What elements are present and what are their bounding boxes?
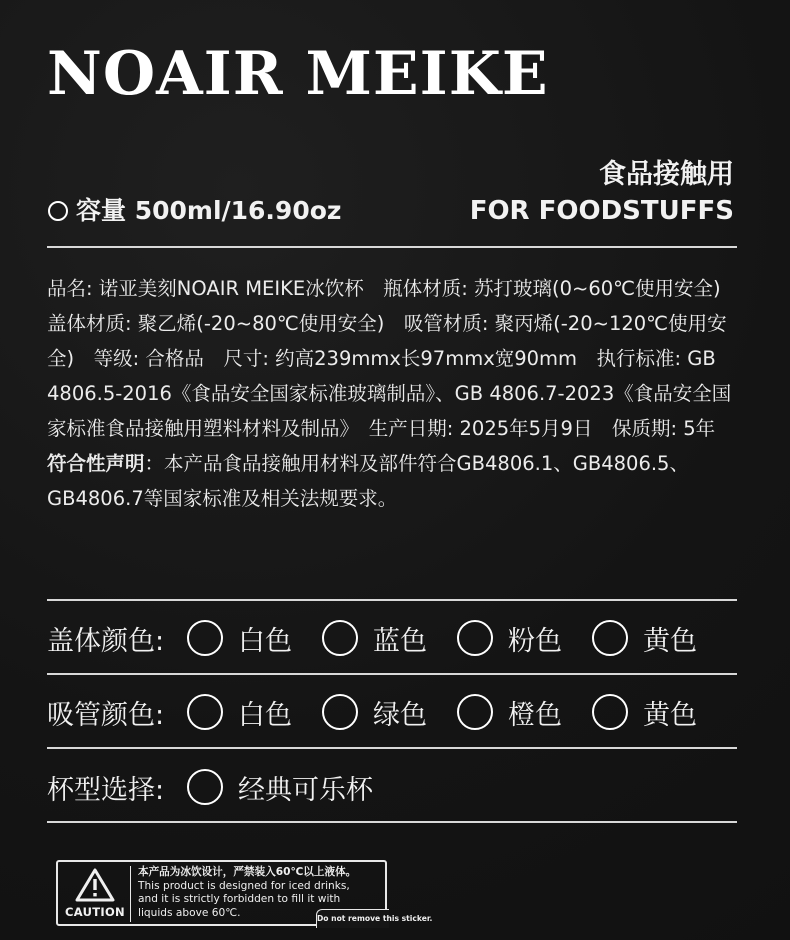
straw-color-option-green[interactable]	[322, 693, 427, 732]
radio-circle-icon[interactable]	[322, 694, 358, 730]
divider	[47, 599, 737, 601]
option-label: 经典可乐杯	[238, 774, 373, 806]
caution-cn: 本产品为冰饮设计，严禁装入60℃以上液体。	[138, 866, 357, 878]
sticker-note: Do not remove this sticker.	[316, 909, 389, 928]
lid-color-option-white[interactable]	[187, 619, 292, 658]
divider	[47, 673, 737, 675]
lid-color-option-blue[interactable]	[322, 619, 427, 658]
cup-type-row	[47, 767, 403, 807]
capacity-line	[48, 196, 341, 226]
food-contact-cn: 食品接触用	[599, 159, 734, 190]
lid-color-label: 盖体颜色:	[47, 625, 165, 657]
option-label: 绿色	[373, 699, 427, 731]
cup-type-label: 杯型选择:	[47, 774, 165, 806]
option-label: 白色	[238, 699, 292, 731]
product-info	[47, 271, 739, 516]
caution-divider	[130, 866, 131, 922]
caution-badge	[62, 866, 128, 920]
straw-color-option-orange[interactable]	[457, 693, 562, 732]
lid-color-option-pink[interactable]	[457, 619, 562, 658]
radio-circle-icon[interactable]	[187, 769, 223, 805]
declaration-label: 符合性声明	[47, 452, 145, 475]
radio-circle-icon[interactable]	[322, 620, 358, 656]
radio-circle-icon[interactable]	[457, 694, 493, 730]
option-label: 粉色	[508, 625, 562, 657]
radio-circle-icon[interactable]	[187, 694, 223, 730]
caution-word: CAUTION	[65, 905, 125, 919]
divider	[47, 821, 737, 823]
divider	[47, 747, 737, 749]
cup-type-option-classic-cola[interactable]	[187, 768, 373, 807]
option-label: 黄色	[643, 699, 697, 731]
radio-circle-icon[interactable]	[592, 620, 628, 656]
brand-title: NOAIR MEIKE	[47, 39, 549, 109]
food-contact-en: FOR FOODSTUFFS	[469, 196, 734, 226]
radio-circle-icon[interactable]	[187, 620, 223, 656]
caution-en-line2: and it is strictly forbidden to fill it with	[138, 893, 341, 906]
product-spec-text: 品名: 诺亚美刻NOAIR MEIKE冰饮杯 瓶体材质: 苏打玻璃(0~60℃使用安全) 盖体材质: 聚乙烯(-20~80℃使用安全) 吸管材质: 聚丙烯(-20~120℃使用安全) 等级: 合格品 尺寸: 约高239mmx长97mmx宽90mm 执行标准: GB 4806.5-2016《食品安全国家标准玻璃制品》、GB 4806.7-2023《食品安全国家标准食品接触用塑料材料及制品》 生产日期: 2025年5月9日 保质期: 5年	[47, 277, 741, 440]
capacity-text: 容量 500ml/16.90oz	[76, 196, 342, 225]
warning-triangle-icon	[75, 868, 115, 902]
radio-circle-icon[interactable]	[457, 620, 493, 656]
straw-color-row	[47, 692, 727, 732]
option-label: 黄色	[643, 625, 697, 657]
radio-circle-icon[interactable]	[592, 694, 628, 730]
option-label: 橙色	[508, 699, 562, 731]
caution-sticker	[56, 860, 433, 926]
caution-en-line1: This product is designed for iced drinks,	[138, 879, 350, 892]
declaration-text: ：本产品食品接触用材料及部件符合GB4806.1、GB4806.5、GB4806.7等国家标准及相关法规要求。	[47, 452, 689, 510]
circle-icon	[48, 201, 68, 221]
caution-en-line3: liquids above 60℃.	[138, 906, 241, 919]
option-label: 白色	[238, 625, 292, 657]
lid-color-option-yellow[interactable]	[592, 619, 697, 658]
straw-color-label: 吸管颜色:	[47, 699, 165, 731]
lid-color-row	[47, 618, 727, 658]
option-label: 蓝色	[373, 625, 427, 657]
straw-color-option-white[interactable]	[187, 693, 292, 732]
divider	[47, 246, 737, 248]
straw-color-option-yellow[interactable]	[592, 693, 697, 732]
